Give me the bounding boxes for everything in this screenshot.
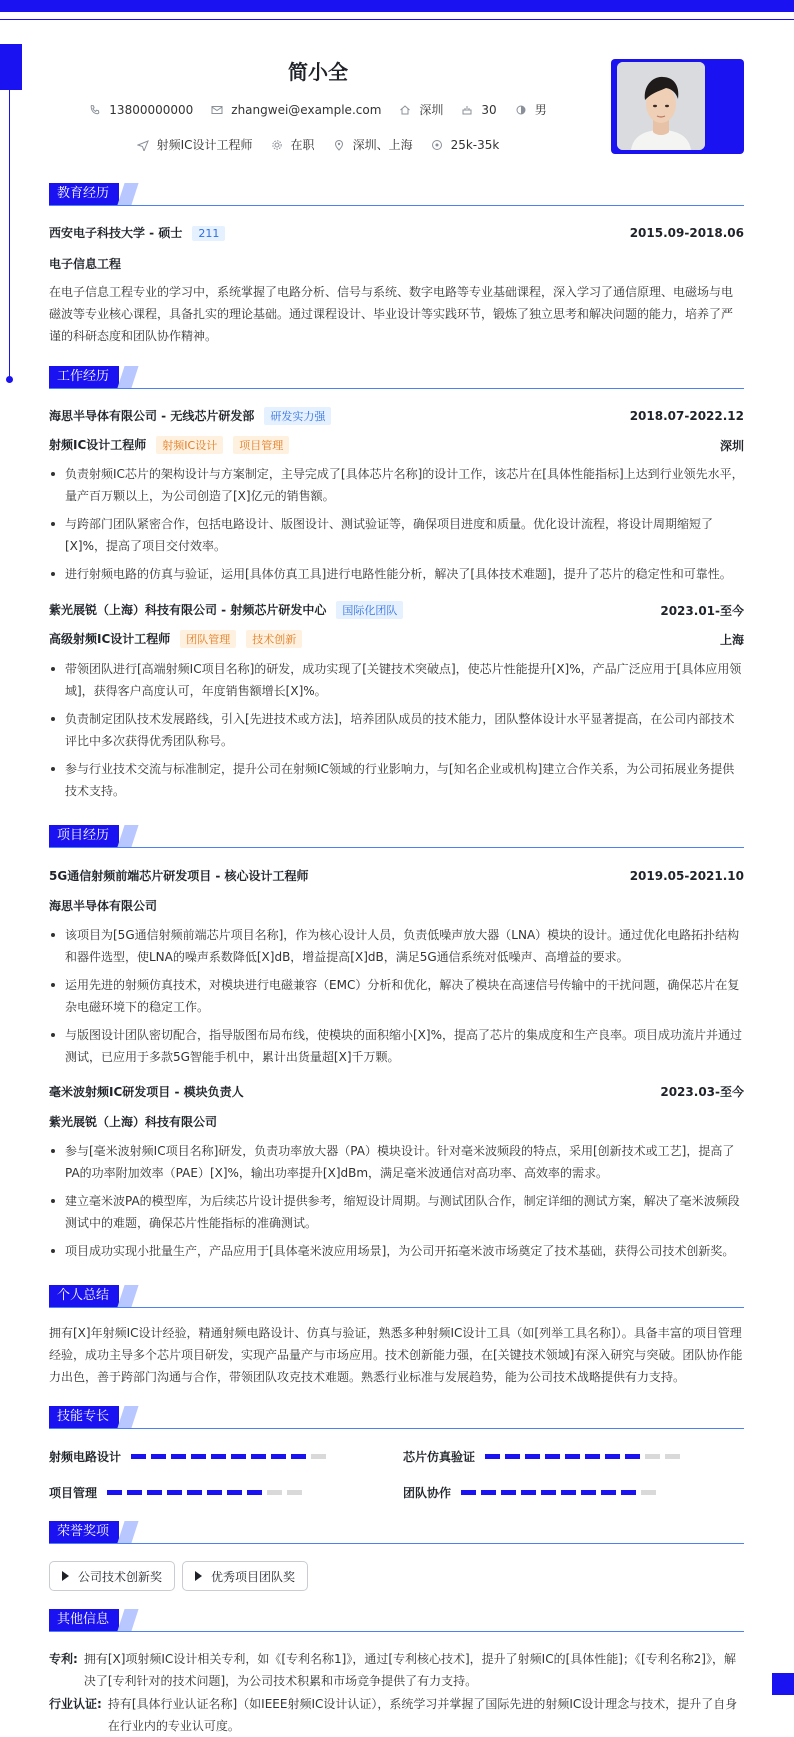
phone-item [89,103,193,117]
education-major-row [49,255,744,272]
job-info-row [0,136,636,153]
project-title-row [49,1083,744,1100]
project-bullets [49,1140,744,1268]
other-info-certification [49,1693,744,1737]
education-major: 电子信息工程 [49,257,122,271]
skill-item [403,1448,685,1465]
skill-segment-empty [267,1490,282,1495]
skill-segment-filled [521,1490,536,1495]
age-item [461,103,496,117]
mail-icon [211,104,223,116]
basic-info-row [0,101,636,118]
section-rule [49,1543,744,1544]
position-text: 射频IC设计工程师 [156,138,253,152]
education-school: 西安电子科技大学 - 硕士 [49,226,183,240]
work-company-row [49,407,744,425]
left-timeline-dot [6,376,13,383]
pin-icon [333,139,345,151]
list-item: 该项目为[5G通信射频前端芯片项目名称]，作为核心设计人员，负责低噪声放大器（LNA）模块的设计。通过优化电路拓扑结构和器件选型，使LNA的噪声系数降低[X]dB，增益提高[X]dB，满足5G通信系统对低噪声、高增益的要求。 [49,924,744,968]
skill-segment-filled [601,1490,616,1495]
email-item [211,103,381,117]
education-description: 在电子信息工程专业的学习中，系统掌握了电路分析、信号与系统、数字电路等专业基础课程，深入学习了通信原理、电磁场与电磁波等专业核心课程，具备扎实的理论基础。通过课程设计、毕业设计等实践环节，锻炼了独立思考和解决问题的能力，培养了严谨的科研态度和团队协作精神。 [49,285,734,343]
section-rule [49,388,744,389]
skill-segment-filled [501,1490,516,1495]
other-info-key: 行业认证: [49,1697,102,1711]
status-item [271,136,315,153]
phone-text: 13800000000 [109,102,194,117]
right-accent-block [772,1673,794,1695]
work-role-tag: 技术创新 [246,630,302,648]
avatar-portrait [617,62,705,150]
section-projects-header [49,825,744,849]
education-school-wrap [49,224,225,241]
work-city: 上海 [719,632,744,647]
skill-segment-filled [167,1490,182,1495]
skill-segment-filled [191,1454,206,1459]
work-company-tag: 国际化团队 [336,601,403,619]
skill-segment-filled [485,1454,500,1459]
skill-segment-filled [561,1490,576,1495]
city-item [399,101,443,118]
position-item [137,136,253,153]
phone-icon [89,104,101,116]
list-item: 带领团队进行[高端射频IC项目名称]的研发，成功实现了[关键技术突破点]，使芯片性能提升[X]%，产品广泛应用于[具体应用领域]，获得客户高度认可，年度销售额增长[X]%。 [49,658,744,702]
award-badge [49,1561,175,1591]
work-city: 深圳 [719,438,744,453]
age-text: 30 [481,102,497,117]
section-title: 工作经历 [49,366,119,388]
project-org: 海思半导体有限公司 [49,899,158,913]
candidate-name: 简小全 [288,60,348,84]
project-date: 2019.05-2021.10 [629,868,744,883]
section-tab-tail [117,1521,138,1543]
section-tab-tail [117,183,138,205]
section-tab-tail [117,1609,138,1631]
section-tab-tail [117,1406,138,1428]
play-icon [62,1571,69,1581]
project-date: 2023.03-至今 [660,1085,744,1099]
work-role-row [49,436,744,454]
skill-segment-empty [665,1454,680,1459]
work-company: 海思半导体有限公司 - 无线芯片研发部 [49,409,255,423]
award-label: 公司技术创新奖 [78,1569,163,1584]
skill-segment-filled [131,1454,146,1459]
other-info-patents [49,1648,744,1692]
work-role-tag: 项目管理 [233,436,289,454]
email-text: zhangwei@example.com [231,102,382,117]
gender-text: 男 [534,103,547,117]
work-role-tag: 团队管理 [180,630,236,648]
section-skills-header [49,1406,744,1430]
section-tab-tail [117,366,138,388]
work-bullets [49,463,744,591]
work-role: 高级射频IC设计工程师 [49,632,171,646]
skill-segment-filled [211,1454,226,1459]
section-title: 教育经历 [49,183,119,205]
skill-segment-filled [505,1454,520,1459]
skill-segment-filled [621,1490,636,1495]
award-label: 优秀项目团队奖 [211,1569,296,1584]
work-bullets [49,658,744,808]
section-title: 其他信息 [49,1609,119,1631]
section-summary-header [49,1285,744,1309]
skill-segment-filled [231,1454,246,1459]
skill-segment-filled [151,1454,166,1459]
list-item: 负责制定团队技术发展路线，引入[先进技术或方法]，培养团队成员的技术能力，团队整体设计水平显著提高，在公司内部技术评比中多次获得优秀团队称号。 [49,708,744,752]
project-title: 毫米波射频IC研发项目 - 模块负责人 [49,1085,244,1099]
skill-segment-filled [207,1490,222,1495]
other-info-row [49,1648,744,1692]
other-info-row [49,1693,744,1737]
skill-segment-filled [625,1454,640,1459]
city-text: 深圳 [419,103,444,117]
play-icon [195,1571,202,1581]
section-work-header [49,366,744,390]
skill-level-bar [485,1454,685,1459]
list-item: 与跨部门团队紧密合作，包括电路设计、版图设计、测试验证等，确保项目进度和质量。优化设计流程，将设计周期缩短了[X]%，提高了项目交付效率。 [49,513,744,557]
locations-item [333,136,413,153]
project-org: 紫光展锐（上海）科技有限公司 [49,1115,218,1129]
list-item: 项目成功实现小批量生产，产品应用于[具体毫米波应用场景]，为公司开拓毫米波市场奠定了技术基础，获得公司技术创新奖。 [49,1240,744,1262]
skill-segment-empty [287,1490,302,1495]
work-date: 2023.01-至今 [660,603,744,618]
gender-icon [515,104,527,116]
skill-segment-filled [585,1454,600,1459]
list-item: 参与行业技术交流与标准制定，提升公司在射频IC领域的行业影响力，与[知名企业或机构]建立合作关系，为公司拓展业务提供技术支持。 [49,758,744,802]
send-icon [137,139,149,151]
work-role-wrap [49,630,302,648]
work-role-wrap [49,436,289,454]
education-row [49,224,744,241]
skill-level-bar [107,1490,307,1495]
list-item: 建立毫米波PA的模型库，为后续芯片设计提供参考，缩短设计周期。与测试团队合作，制定详细的测试方案，解决了毫米波频段测试中的难题，确保芯片性能指标的准确测试。 [49,1190,744,1234]
avatar [617,62,705,150]
list-item: 参与[毫米波射频IC项目名称]研发，负责功率放大器（PA）模块设计。针对毫米波频段的特点，采用[创新技术或工艺]，提高了PA的功率附加效率（PAE）[X]%，输出功率提升[X]dBm，满足毫米波通信对高功率、高效率的需求。 [49,1140,744,1184]
summary-text: 拥有[X]年射频IC设计经验，精通射频电路设计、仿真与验证，熟悉多种射频IC设计工具（如[列举工具名称]）。具备丰富的项目管理经验，成功主导多个芯片项目研发，实现产品量产与市场应用。技术创新能力强，在[关键技术领域]有深入研究与突破。团队协作能力出色，善于跨部门沟通与合作，带领团队攻克技术难题。熟悉行业标准与发展趋势，能为公司技术战略提供有力支持。 [49,1326,743,1384]
skill-segment-filled [541,1490,556,1495]
skill-level-bar [461,1490,661,1495]
skill-level-bar [131,1454,331,1459]
skill-label: 团队协作 [403,1486,452,1500]
section-rule [49,205,744,206]
skill-segment-filled [107,1490,122,1495]
work-company-tag: 研发实力强 [264,407,331,425]
salary-text: 25k-35k [450,137,500,152]
section-tab-tail [117,825,138,847]
top-accent-bar [0,0,794,12]
project-org-row [49,897,744,914]
skill-item [49,1484,307,1501]
skill-segment-filled [187,1490,202,1495]
list-item: 运用先进的射频仿真技术，对模块进行电磁兼容（EMC）分析和优化，解决了模块在高速信号传输中的干扰问题，确保芯片在复杂电磁环境下的稳定工作。 [49,974,744,1018]
skill-segment-filled [227,1490,242,1495]
skill-item [49,1448,331,1465]
skill-segment-empty [641,1490,656,1495]
list-item: 与版图设计团队密切配合，指导版图布局布线，使模块的面积缩小[X]%，提高了芯片的集成度和生产良率。项目成功流片并通过测试，已应用于多款5G智能手机中，累计出货量超[X]千万颗。 [49,1024,744,1068]
section-title: 荣誉奖项 [49,1521,119,1543]
skill-segment-empty [645,1454,660,1459]
other-info-value: 持有[具体行业认证名称]（如IEEE射频IC设计认证），系统学习并掌握了国际先进的射频IC设计理念与技术，提升了自身在行业内的专业认可度。 [107,1697,738,1733]
gear-icon [271,139,283,151]
left-timeline-line [9,90,10,378]
skill-segment-filled [545,1454,560,1459]
skill-segment-filled [481,1490,496,1495]
education-tag: 211 [192,226,225,241]
top-accent-line [0,19,794,20]
section-tab-tail [117,1285,138,1307]
work-company-wrap [49,407,331,425]
section-rule [49,1307,744,1308]
other-info-key: 专利: [49,1652,78,1666]
skill-segment-filled [565,1454,580,1459]
cake-icon [461,104,473,116]
section-other-header [49,1609,744,1633]
project-bullets [49,924,744,1074]
education-date: 2015.09-2018.06 [629,225,744,240]
skill-segment-empty [311,1454,326,1459]
work-company-row [49,601,744,619]
skill-label: 射频电路设计 [49,1450,122,1464]
money-icon [431,139,443,151]
skill-segment-filled [171,1454,186,1459]
skill-segment-filled [461,1490,476,1495]
list-item: 进行射频电路的仿真与验证，运用[具体仿真工具]进行电路性能分析，解决了[具体技术难题]，提升了芯片的稳定性和可靠性。 [49,563,744,585]
section-awards-header [49,1521,744,1545]
skill-segment-filled [147,1490,162,1495]
skill-segment-filled [127,1490,142,1495]
skill-label: 项目管理 [49,1486,98,1500]
skill-segment-filled [291,1454,306,1459]
project-org-row [49,1113,744,1130]
section-education-header [49,183,744,207]
skill-segment-filled [271,1454,286,1459]
section-title: 技能专长 [49,1406,119,1428]
salary-item [431,138,500,152]
locations-text: 深圳、上海 [352,138,413,152]
section-rule [49,1631,744,1632]
work-date: 2018.07-2022.12 [629,409,744,423]
list-item: 负责射频IC芯片的架构设计与方案制定，主导完成了[具体芯片名称]的设计工作，该芯片在[具体性能指标]上达到行业领先水平，量产百万颗以上，为公司创造了[X]亿元的销售额。 [49,463,744,507]
skill-segment-filled [251,1454,266,1459]
skill-item [403,1484,661,1501]
status-text: 在职 [290,138,315,152]
other-info-value: 拥有[X]项射频IC设计相关专利，如《[专利名称1]》，通过[专利核心技术]，提升了射频IC的[具体性能]；《[专利名称2]》，解决了[专利针对的技术问题]，为公司技术积累和市场竞争提供了有力支持。 [83,1652,736,1688]
gender-item [515,101,547,118]
work-company-wrap [49,601,403,619]
skill-segment-filled [581,1490,596,1495]
section-rule [49,1428,744,1429]
skill-label: 芯片仿真验证 [403,1450,476,1464]
section-title: 项目经历 [49,825,119,847]
skill-segment-filled [525,1454,540,1459]
work-company: 紫光展锐（上海）科技有限公司 - 射频芯片研发中心 [49,603,327,617]
section-title: 个人总结 [49,1285,119,1307]
project-title: 5G通信射频前端芯片研发项目 - 核心设计工程师 [49,869,309,883]
skill-segment-filled [247,1490,262,1495]
work-role-row [49,630,744,648]
award-badge [182,1561,308,1591]
work-role-tag: 射频IC设计 [156,436,223,454]
project-title-row [49,867,744,884]
home-icon [399,104,411,116]
skill-segment-filled [605,1454,620,1459]
work-role: 射频IC设计工程师 [49,438,147,452]
section-rule [49,847,744,848]
